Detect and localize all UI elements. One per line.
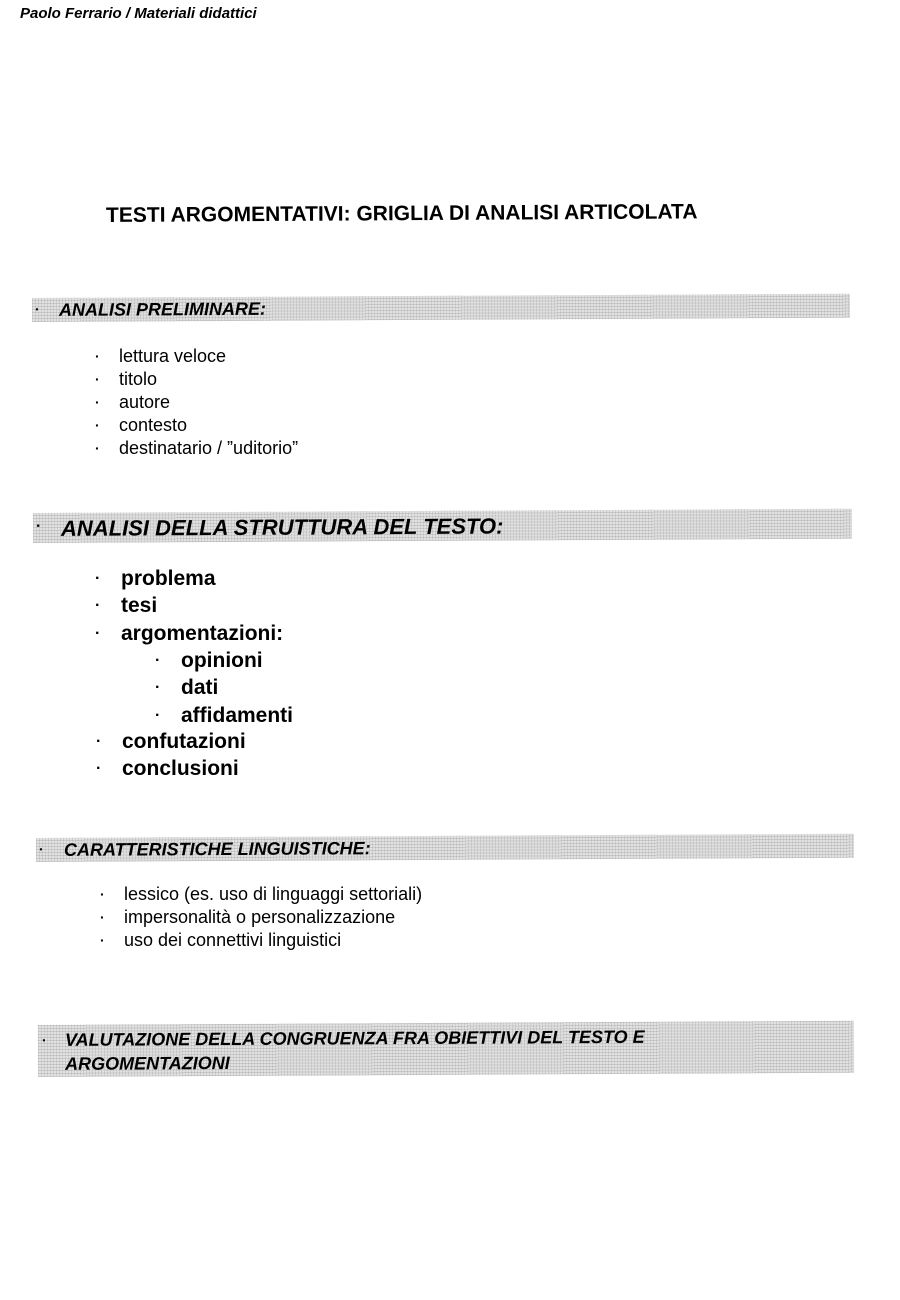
- list-preliminary: [95, 345, 298, 460]
- sublist-item: [155, 647, 293, 674]
- list-item-text: tesi: [121, 594, 158, 618]
- list-item-text: autore: [119, 392, 171, 412]
- bullet-icon: ·: [95, 348, 100, 364]
- section-heading-evaluation-line2: ARGOMENTAZIONI: [65, 1052, 230, 1074]
- list-structure: [95, 565, 283, 647]
- list-item-text: contesto: [119, 415, 188, 435]
- bullet-icon: ·: [95, 597, 101, 615]
- bullet-icon: ·: [155, 706, 161, 724]
- list-item-text: affidamenti: [181, 703, 294, 727]
- bullet-icon: ·: [95, 394, 100, 410]
- document-title: TESTI ARGOMENTATIVI: GRIGLIA DI ANALISI ARTICOLATA: [105, 200, 698, 227]
- list-item-text: conclusioni: [122, 757, 239, 781]
- list-item: [96, 728, 246, 755]
- list-item: [95, 620, 283, 647]
- sublist-item: [155, 702, 293, 729]
- list-item: [95, 345, 298, 368]
- list-item-text: impersonalità o personalizzazione: [124, 907, 396, 927]
- sublist-argomentazioni: [155, 647, 293, 729]
- section-heading-linguistic: CARATTERISTICHE LINGUISTICHE:: [63, 838, 371, 860]
- bullet-icon: ·: [96, 760, 102, 778]
- list-item-text: destinatario / ”uditorio”: [119, 438, 299, 458]
- bullet-icon: ·: [100, 932, 105, 948]
- band-bullet-icon: ·: [35, 517, 42, 535]
- list-item: [95, 414, 298, 437]
- section-heading-band-linguistic: [36, 834, 854, 862]
- list-item: [100, 929, 422, 952]
- bullet-icon: ·: [100, 909, 105, 925]
- bullet-icon: ·: [155, 679, 161, 697]
- list-item-text: opinioni: [181, 649, 263, 672]
- sublist-item: [155, 674, 293, 701]
- list-item-text: problema: [121, 567, 216, 590]
- list-item-text: dati: [181, 676, 219, 700]
- bullet-icon: ·: [100, 886, 105, 902]
- section-heading-evaluation-line1: VALUTAZIONE DELLA CONGRUENZA FRA OBIETTIVI DEL TESTO E: [64, 1026, 645, 1050]
- list-item: [100, 906, 422, 929]
- list-item: [95, 592, 283, 619]
- band-bullet-icon: ·: [34, 300, 40, 317]
- list-item: [100, 883, 422, 906]
- list-item: [95, 565, 283, 592]
- list-item: [95, 437, 298, 460]
- list-item-text: confutazioni: [122, 730, 246, 753]
- page-header-author: Paolo Ferrario / Materiali didattici: [20, 5, 257, 22]
- section-heading-band-structure: [33, 509, 852, 543]
- section-heading-structure: ANALISI DELLA STRUTTURA DEL TESTO:: [60, 513, 504, 541]
- list-item-text: lessico (es. uso di linguaggi settoriali): [124, 884, 423, 904]
- bullet-icon: ·: [95, 570, 101, 587]
- list-item-text: titolo: [119, 369, 158, 389]
- list-item: [96, 755, 246, 782]
- band-bullet-icon: ·: [38, 840, 44, 857]
- bullet-icon: ·: [95, 624, 101, 642]
- list-structure-continued: [96, 728, 246, 783]
- list-linguistic: [100, 883, 422, 952]
- list-item: [95, 391, 298, 414]
- section-heading-band-evaluation: [38, 1021, 854, 1077]
- bullet-icon: ·: [155, 652, 161, 669]
- bullet-icon: ·: [95, 417, 100, 433]
- list-item: [95, 368, 298, 391]
- section-heading-band-preliminary: [32, 294, 850, 322]
- bullet-icon: ·: [95, 371, 100, 387]
- list-item-text: uso dei connettivi linguistici: [124, 930, 342, 950]
- band-bullet-icon: ·: [41, 1031, 47, 1048]
- bullet-icon: ·: [95, 440, 100, 456]
- list-item-text: lettura veloce: [119, 346, 227, 366]
- bullet-icon: ·: [96, 733, 102, 750]
- section-heading-preliminary: ANALISI PRELIMINARE:: [58, 298, 267, 320]
- list-item-text: argomentazioni:: [121, 621, 284, 645]
